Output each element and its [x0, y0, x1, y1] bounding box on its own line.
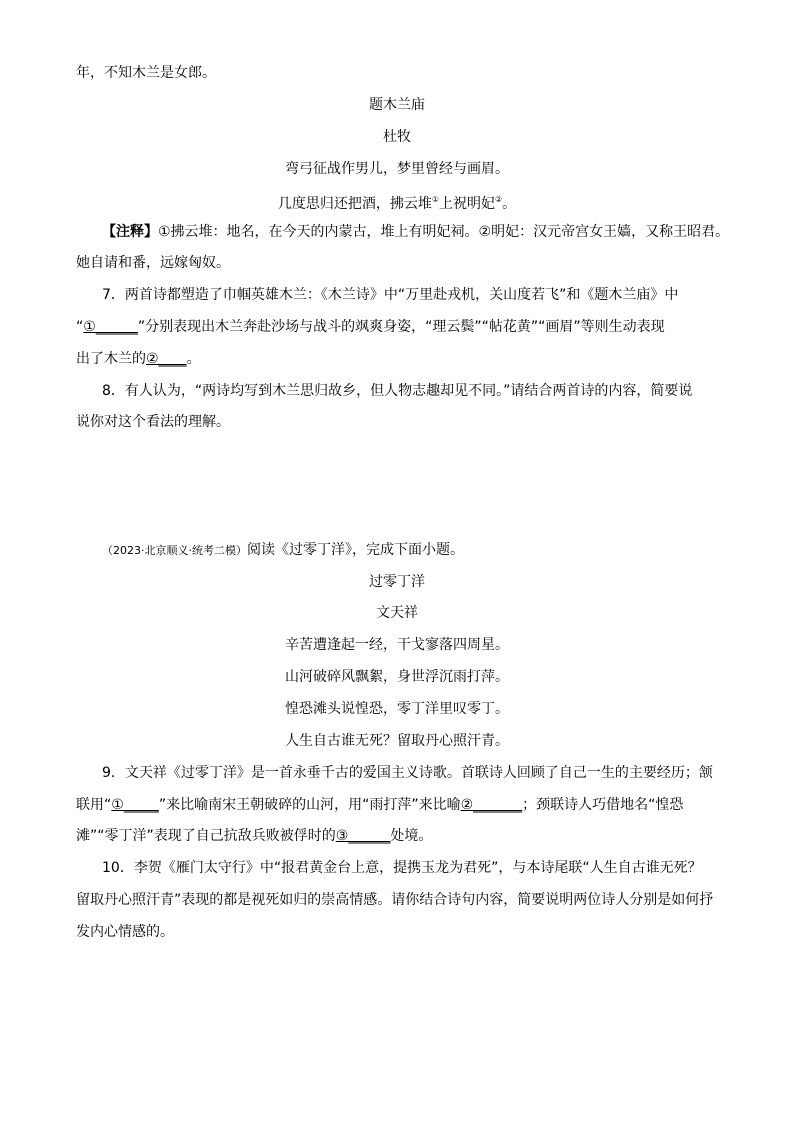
poem2-author: 文天祥 — [376, 605, 418, 621]
annotation-text-1: ①拂云堆：地名，在今天的内蒙古，堆上有明妃祠。②明妃：汉元帝宫女王嫱，又称王昭君。 — [158, 224, 730, 240]
question-10-line-2: 留取丹心照汗青”表现的都是视死如归的崇高情感。请你结合诗句内容，简要说明两位诗人分别是如何抒 — [76, 892, 714, 908]
q7-open-quote: “ — [76, 319, 84, 335]
q9-blank-2: ②_______ — [460, 797, 523, 813]
poem1-line-2-part-a: 几度思归还把酒，拂云堆 — [277, 196, 432, 212]
question-8-line-2: 说你对这个看法的理解。 — [76, 414, 230, 430]
annotation-line-1 — [102, 222, 729, 242]
question-10-line-3: 发内心情感的。 — [76, 924, 174, 940]
question-9-line-1: 9．文天祥《过零丁洋》是一首永垂千古的爱国主义诗歌。首联诗人回顾了自己一生的主要经历；颔 — [102, 765, 713, 781]
poem2-line-2: 山河破碎风飘絮，身世浮沉雨打萍。 — [285, 669, 509, 685]
q9-line-3-a: 滩”“零丁洋”表现了自己抗敌兵败被俘时的 — [76, 828, 336, 844]
section-instruction: 阅读《过零丁洋》，完成下面小题。 — [247, 542, 464, 558]
q7-line-3-text: 出了木兰的 — [76, 351, 146, 367]
q7-line-2-text: ”分别表现出木兰奔赴沙场与战斗的飒爽身姿，“理云鬓”“帖花黄”“画眉”等则生动表现 — [137, 319, 665, 335]
poem1-line-2-part-b: 上祝明妃 — [439, 196, 495, 212]
poem1-line-2 — [0, 190, 794, 214]
continued-text-line: 年，不知木兰是女郎。 — [76, 65, 216, 81]
question-7-line-1: 7．两首诗都塑造了巾帼英雄木兰：《木兰诗》中“万里赴戎机，关山度若飞”和《题木兰庙》中 — [102, 287, 679, 303]
annotation-line-2: 她自请和番，远嫁匈奴。 — [76, 255, 230, 271]
q7-line-3-end: 。 — [186, 351, 201, 367]
poem1-line-2-part-c: 。 — [502, 196, 517, 212]
poem1-title: 题木兰庙 — [369, 97, 425, 113]
question-7-line-3 — [76, 349, 201, 369]
q9-line-2-a: 联用“ — [76, 797, 112, 813]
poem2-title: 过零丁洋 — [369, 574, 425, 590]
q9-blank-3: ③______ — [335, 828, 391, 844]
question-8-line-1: 8．有人认为，“两诗均写到木兰思归故乡，但人物志趣却见不同。”请结合两首诗的内容，简要说 — [102, 383, 693, 399]
q7-blank-2: ②____ — [146, 351, 187, 367]
q9-line-2-b: ”来比喻南宋王朝破碎的山河，用“雨打萍”来比喻 — [158, 797, 461, 813]
poem2-line-3: 惶恐滩头说惶恐，零丁洋里叹零丁。 — [285, 701, 509, 717]
poem2-line-1: 辛苦遭逢起一经，干戈寥落四周星。 — [285, 637, 509, 653]
q9-blank-1: ①_____ — [111, 797, 159, 813]
exam-source: （2023·北京顺义·统考二模） — [102, 544, 247, 557]
poem2-line-4: 人生自古谁无死？留取丹心照汗青。 — [285, 733, 509, 749]
section-intro — [102, 540, 464, 561]
question-9-line-2 — [76, 795, 683, 815]
footnote-mark-1: ① — [431, 195, 439, 204]
question-7-line-2 — [76, 317, 665, 337]
q7-blank-1: ①______ — [83, 319, 138, 335]
poem1-author: 杜牧 — [383, 129, 411, 145]
footnote-mark-2: ② — [495, 195, 503, 204]
question-10-line-1: 10．李贺《雁门太守行》中“报君黄金台上意，提携玉龙为君死”，与本诗尾联“人生自古谁无死？ — [102, 860, 702, 876]
poem1-line-1: 弯弓征战作男儿，梦里曾经与画眉。 — [285, 161, 509, 177]
q9-line-2-c: ；颈联诗人巧借地名“惶恐 — [522, 797, 684, 813]
annotation-label: 【注释】 — [102, 224, 158, 240]
q9-line-3-b: 处境。 — [390, 828, 433, 844]
question-9-line-3 — [76, 826, 432, 846]
